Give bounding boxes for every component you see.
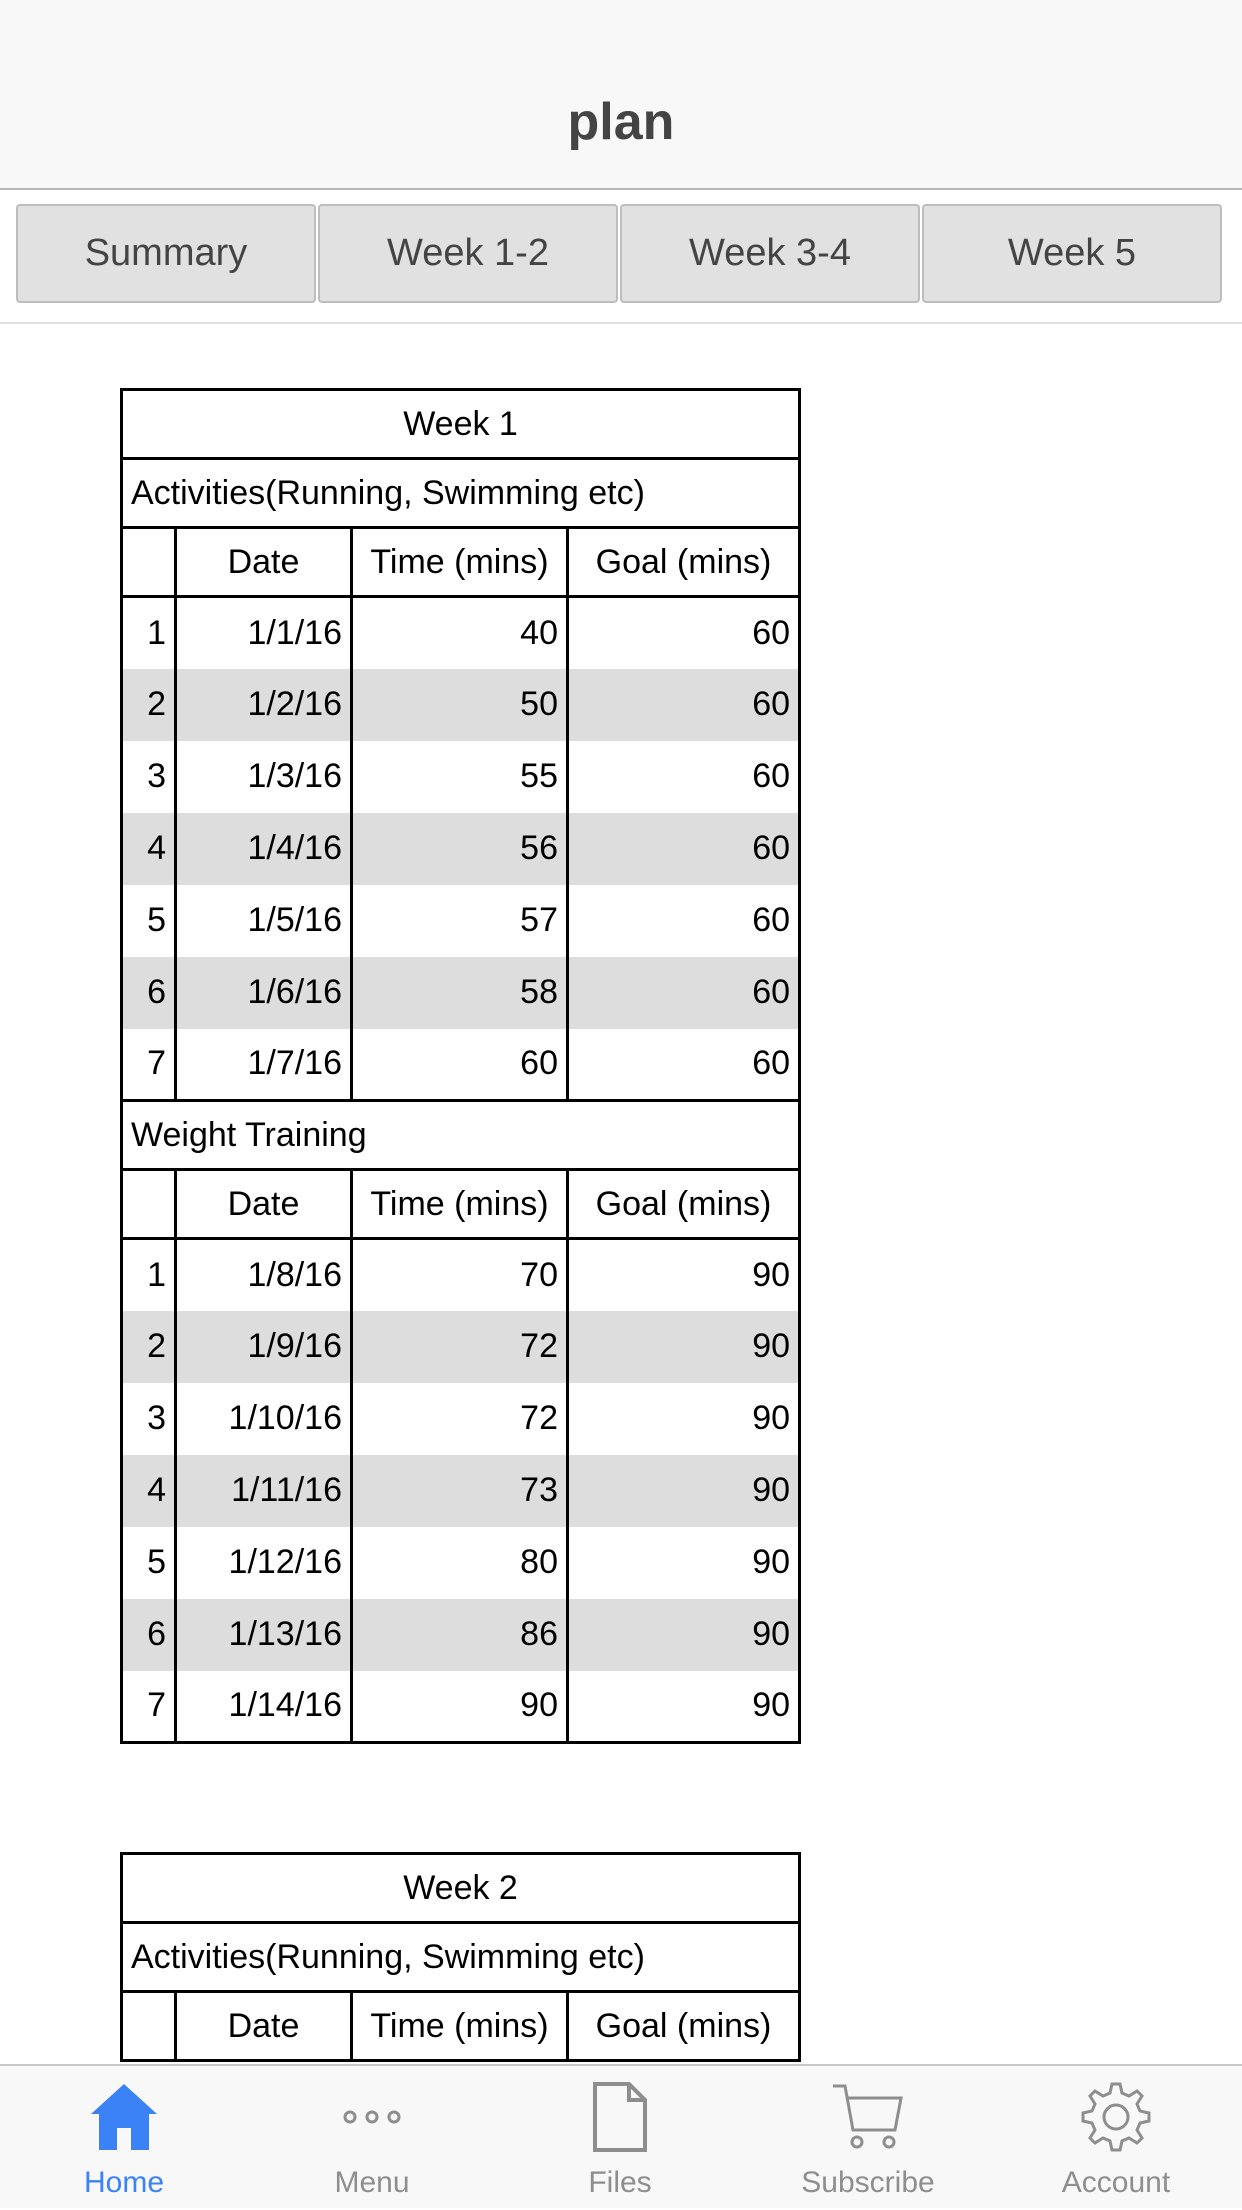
table-cell: 7 bbox=[122, 1671, 176, 1743]
nav-files[interactable] bbox=[496, 2066, 744, 2210]
nav-menu[interactable] bbox=[248, 2066, 496, 2210]
header-bar bbox=[0, 0, 1242, 190]
section-title: Activities(Running, Swimming etc) bbox=[122, 1923, 800, 1992]
table-cell: 60 bbox=[568, 957, 800, 1029]
nav-files-label: Files bbox=[588, 2166, 652, 2199]
table-row bbox=[122, 1239, 800, 1311]
table-cell: 1/5/16 bbox=[176, 885, 352, 957]
tab-bar bbox=[0, 190, 1242, 324]
table-cell: 5 bbox=[122, 1527, 176, 1599]
table-cell: 1/13/16 bbox=[176, 1599, 352, 1671]
table-row bbox=[122, 1029, 800, 1101]
table-row bbox=[122, 813, 800, 885]
week-table bbox=[120, 1852, 801, 2062]
more-dots-icon bbox=[335, 2080, 409, 2154]
column-header: Date bbox=[176, 1992, 352, 2061]
section-title: Weight Training bbox=[122, 1101, 800, 1170]
table-cell: 1/14/16 bbox=[176, 1671, 352, 1743]
column-header: Date bbox=[176, 528, 352, 597]
column-header-row bbox=[122, 1992, 800, 2061]
column-header: Goal (mins) bbox=[568, 1992, 800, 2061]
table-cell: 4 bbox=[122, 1455, 176, 1527]
table-cell: 90 bbox=[568, 1311, 800, 1383]
column-header: Goal (mins) bbox=[568, 528, 800, 597]
table-cell: 6 bbox=[122, 957, 176, 1029]
section-title: Activities(Running, Swimming etc) bbox=[122, 459, 800, 528]
table-cell: 40 bbox=[352, 597, 568, 669]
table-cell: 60 bbox=[568, 597, 800, 669]
table-cell: 3 bbox=[122, 1383, 176, 1455]
table-row bbox=[122, 1455, 800, 1527]
table-cell: 56 bbox=[352, 813, 568, 885]
nav-home[interactable] bbox=[0, 2066, 248, 2210]
table-cell: 86 bbox=[352, 1599, 568, 1671]
table-cell: 90 bbox=[568, 1527, 800, 1599]
week-title-row bbox=[122, 390, 800, 459]
table-cell: 1/10/16 bbox=[176, 1383, 352, 1455]
table-row bbox=[122, 1671, 800, 1743]
week-title-row bbox=[122, 1854, 800, 1923]
column-header-row bbox=[122, 528, 800, 597]
table-cell: 90 bbox=[568, 1455, 800, 1527]
table-cell: 57 bbox=[352, 885, 568, 957]
column-header: Goal (mins) bbox=[568, 1170, 800, 1239]
table-cell: 60 bbox=[568, 741, 800, 813]
table-cell: 60 bbox=[568, 885, 800, 957]
table-row bbox=[122, 597, 800, 669]
cart-icon bbox=[831, 2080, 905, 2154]
table-cell: 50 bbox=[352, 669, 568, 741]
table-cell: 90 bbox=[568, 1383, 800, 1455]
nav-menu-label: Menu bbox=[334, 2166, 410, 2199]
table-cell: 90 bbox=[352, 1671, 568, 1743]
table-cell: 60 bbox=[568, 669, 800, 741]
table-cell: 1/11/16 bbox=[176, 1455, 352, 1527]
gear-icon bbox=[1079, 2080, 1153, 2154]
table-cell: 55 bbox=[352, 741, 568, 813]
table-row bbox=[122, 1311, 800, 1383]
table-row bbox=[122, 885, 800, 957]
column-header: Time (mins) bbox=[352, 1992, 568, 2061]
column-header bbox=[122, 1170, 176, 1239]
table-cell: 7 bbox=[122, 1029, 176, 1101]
nav-home-label: Home bbox=[83, 2166, 165, 2199]
table-cell: 90 bbox=[568, 1671, 800, 1743]
table-row bbox=[122, 1599, 800, 1671]
table-cell: 1/8/16 bbox=[176, 1239, 352, 1311]
table-cell: 1/3/16 bbox=[176, 741, 352, 813]
table-cell: 72 bbox=[352, 1311, 568, 1383]
table-cell: 1/1/16 bbox=[176, 597, 352, 669]
week-title: Week 1 bbox=[122, 390, 800, 459]
table-cell: 58 bbox=[352, 957, 568, 1029]
column-header: Time (mins) bbox=[352, 528, 568, 597]
table-row bbox=[122, 741, 800, 813]
table-cell: 2 bbox=[122, 1311, 176, 1383]
table-row bbox=[122, 1383, 800, 1455]
column-header bbox=[122, 528, 176, 597]
table-cell: 72 bbox=[352, 1383, 568, 1455]
table-cell: 1 bbox=[122, 1239, 176, 1311]
week-title: Week 2 bbox=[122, 1854, 800, 1923]
table-cell: 70 bbox=[352, 1239, 568, 1311]
table-cell: 73 bbox=[352, 1455, 568, 1527]
column-header: Date bbox=[176, 1170, 352, 1239]
nav-subscribe[interactable] bbox=[744, 2066, 992, 2210]
table-row bbox=[122, 1527, 800, 1599]
table-cell: 1/9/16 bbox=[176, 1311, 352, 1383]
table-cell: 1/7/16 bbox=[176, 1029, 352, 1101]
section-title-row bbox=[122, 1101, 800, 1170]
column-header bbox=[122, 1992, 176, 2061]
table-cell: 80 bbox=[352, 1527, 568, 1599]
table-cell: 2 bbox=[122, 669, 176, 741]
plan-content[interactable] bbox=[0, 324, 1242, 2064]
file-icon bbox=[583, 2080, 657, 2154]
table-cell: 1/2/16 bbox=[176, 669, 352, 741]
table-cell: 1/12/16 bbox=[176, 1527, 352, 1599]
table-cell: 1 bbox=[122, 597, 176, 669]
tab-week-1-2[interactable]: Week 1-2 bbox=[318, 204, 618, 303]
tab-week-3-4[interactable]: Week 3-4 bbox=[620, 204, 920, 303]
section-title-row bbox=[122, 459, 800, 528]
nav-subscribe-label: Subscribe bbox=[801, 2166, 935, 2199]
column-header: Time (mins) bbox=[352, 1170, 568, 1239]
table-cell: 90 bbox=[568, 1599, 800, 1671]
column-header-row bbox=[122, 1170, 800, 1239]
tab-summary[interactable]: Summary bbox=[16, 204, 316, 303]
table-cell: 3 bbox=[122, 741, 176, 813]
home-icon bbox=[87, 2080, 161, 2154]
table-cell: 6 bbox=[122, 1599, 176, 1671]
table-cell: 1/4/16 bbox=[176, 813, 352, 885]
table-cell: 5 bbox=[122, 885, 176, 957]
tab-week-5[interactable]: Week 5 bbox=[922, 204, 1222, 303]
table-row bbox=[122, 669, 800, 741]
section-title-row bbox=[122, 1923, 800, 1992]
table-cell: 90 bbox=[568, 1239, 800, 1311]
table-cell: 1/6/16 bbox=[176, 957, 352, 1029]
bottom-tab-bar bbox=[0, 2064, 1242, 2208]
page-title: plan bbox=[567, 93, 675, 151]
week-table bbox=[120, 388, 801, 1744]
table-cell: 4 bbox=[122, 813, 176, 885]
table-cell: 60 bbox=[568, 1029, 800, 1101]
nav-account[interactable] bbox=[992, 2066, 1240, 2210]
table-cell: 60 bbox=[568, 813, 800, 885]
table-cell: 60 bbox=[352, 1029, 568, 1101]
table-row bbox=[122, 957, 800, 1029]
nav-account-label: Account bbox=[1061, 2166, 1171, 2199]
